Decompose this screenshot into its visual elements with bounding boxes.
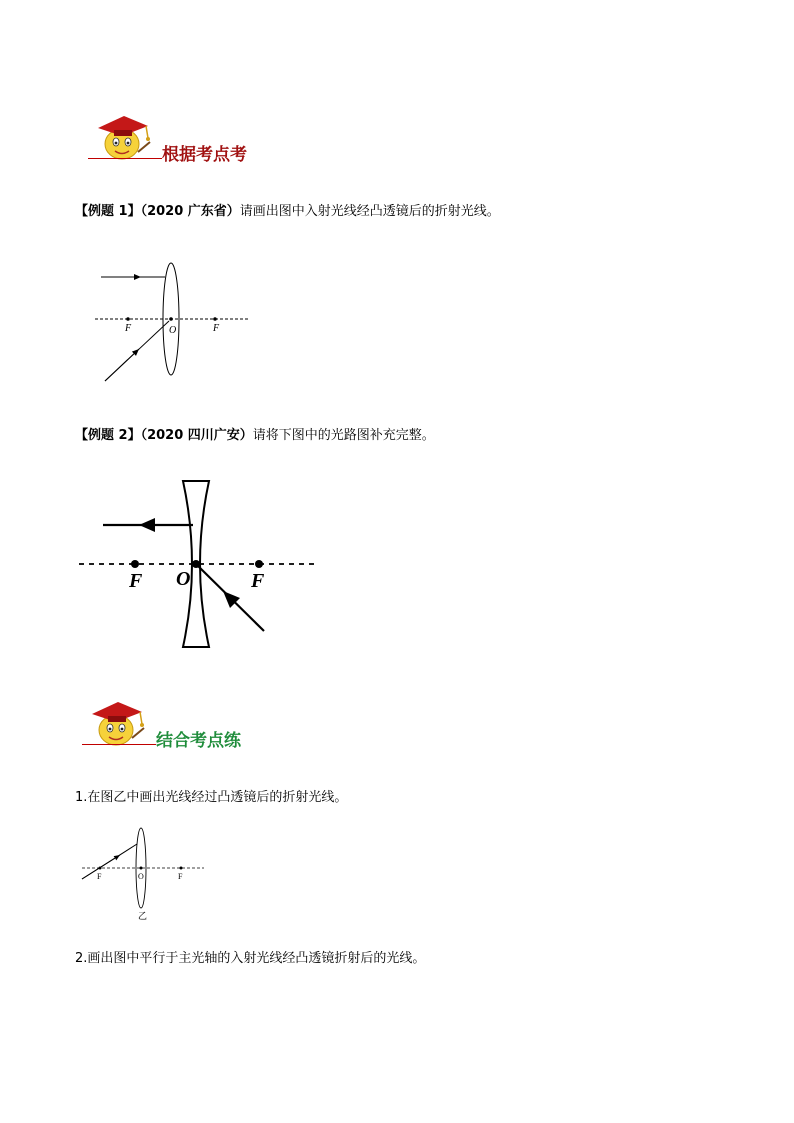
emergent-ray-arrow — [139, 518, 155, 532]
center-label: O — [138, 872, 144, 881]
focus-label-left: F — [125, 323, 132, 334]
section-title: 结合考点练 — [156, 731, 241, 751]
focus-label-left: F — [129, 570, 143, 592]
question-2: 2.画出图中平行于主光轴的入射光线经凸透镜折射后的光线。 — [75, 951, 426, 966]
focus-point-left — [126, 317, 130, 321]
figure-caption: 乙 — [138, 911, 148, 921]
example-tag: 【例题 2】 — [75, 428, 141, 443]
mascot-graduate-icon — [78, 694, 158, 754]
example-2-question — [75, 424, 435, 443]
section-underline — [82, 744, 156, 745]
center-label: O — [176, 568, 191, 590]
focus-point-right — [255, 560, 263, 568]
example-1-question — [75, 200, 500, 219]
section-underline — [88, 158, 162, 159]
center-label: O — [169, 325, 177, 336]
question-1: 1.在图乙中画出光线经过凸透镜后的折射光线。 — [75, 790, 348, 805]
example-text: 请将下图中的光路图补充完整。 — [252, 428, 435, 443]
concave-lens-diagram-2 — [75, 475, 320, 655]
focus-label-right: F — [213, 323, 220, 334]
focus-label-right: F — [178, 872, 183, 881]
optical-center-point — [192, 560, 200, 568]
focus-point-right — [180, 867, 183, 870]
section-title: 根据考点考 — [162, 145, 247, 165]
optical-center-point — [169, 317, 173, 321]
focus-label-right: F — [251, 570, 265, 592]
example-source: （2020 四川广安） — [140, 428, 253, 443]
focus-label-left: F — [97, 872, 102, 881]
example-tag: 【例题 1】 — [75, 204, 141, 219]
focus-point-left — [99, 867, 102, 870]
example-text: 请画出图中入射光线经凸透镜后的折射光线。 — [239, 204, 500, 219]
convex-lens-diagram-1 — [85, 255, 260, 390]
example-source: （2020 广东省） — [140, 204, 240, 219]
incident-ray-center-arrow — [105, 349, 139, 381]
section-header-2 — [78, 694, 338, 754]
mascot-graduate-icon — [84, 108, 164, 168]
optical-center-point — [140, 867, 143, 870]
convex-lens-diagram-yi — [72, 822, 212, 922]
focus-point-right — [213, 317, 217, 321]
section-header-1 — [84, 108, 344, 168]
focus-point-left — [131, 560, 139, 568]
